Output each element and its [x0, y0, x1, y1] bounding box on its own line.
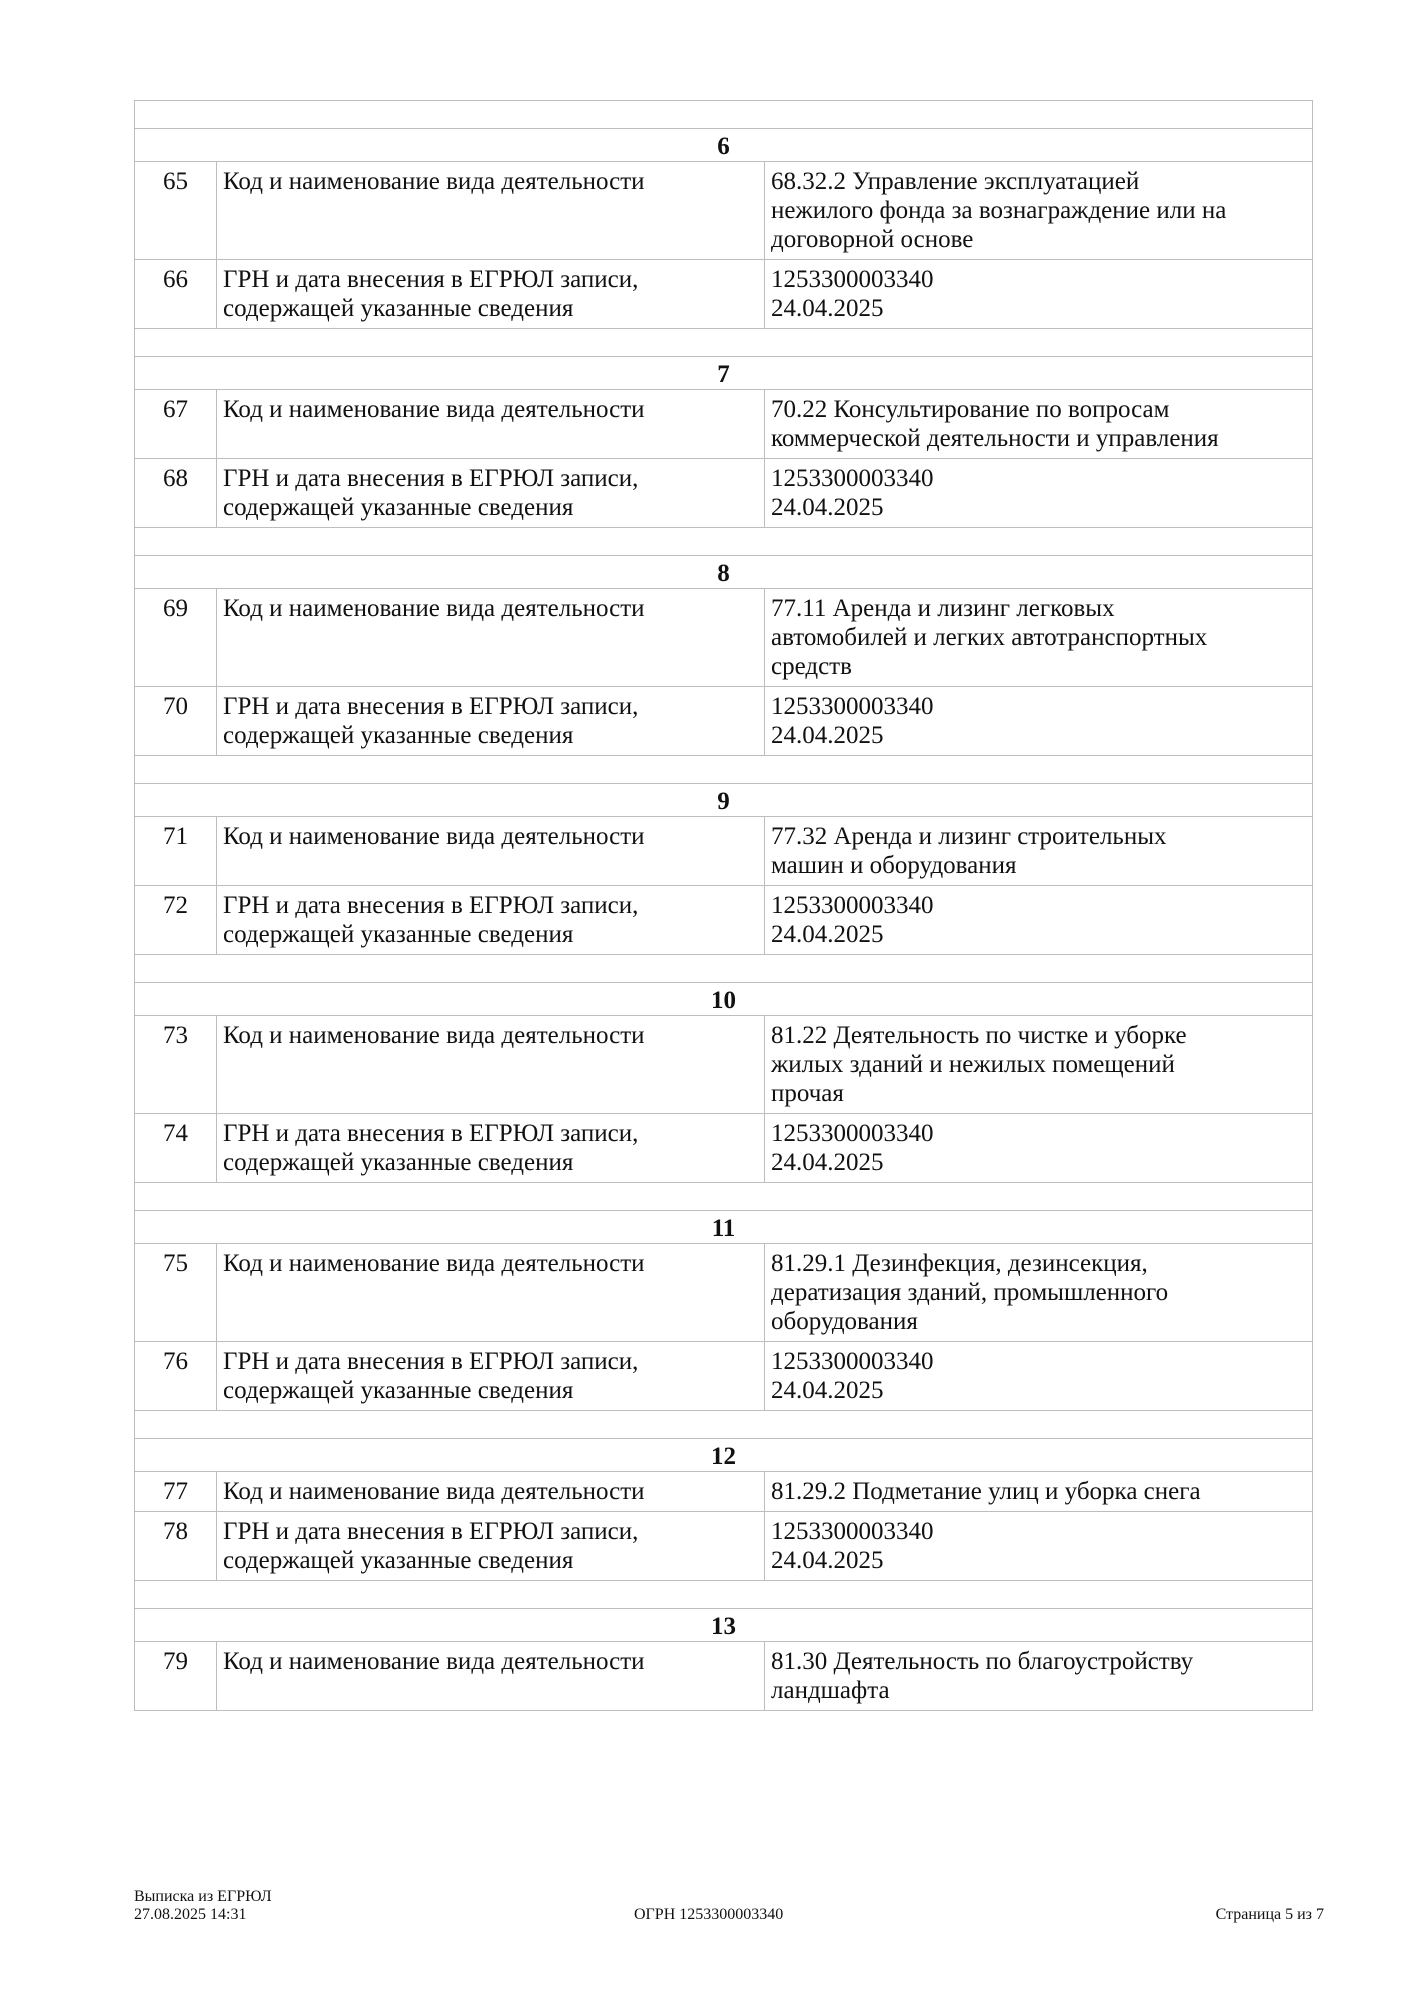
row-number: 72	[135, 886, 217, 955]
row-label	[217, 1114, 765, 1183]
table-row	[135, 162, 1313, 260]
section-spacer-row	[135, 1581, 1313, 1609]
table-row	[135, 1642, 1313, 1711]
table-row	[135, 1244, 1313, 1342]
section-header-row	[135, 784, 1313, 817]
section-number: 9	[135, 784, 1313, 817]
row-label	[217, 886, 765, 955]
row-value	[765, 1342, 1313, 1411]
activity-table	[134, 100, 1313, 1711]
table-row	[135, 1342, 1313, 1411]
section-number: 12	[135, 1439, 1313, 1472]
row-label	[217, 390, 765, 459]
spacer-cell	[135, 756, 1313, 784]
row-value-line: 1253300003340	[771, 1518, 934, 1545]
row-value-line: 1253300003340	[771, 1120, 934, 1147]
table-row	[135, 260, 1313, 329]
row-number: 68	[135, 459, 217, 528]
row-value	[765, 260, 1313, 329]
row-value-line: 81.22 Деятельность по чистке и уборке	[771, 1022, 1187, 1049]
row-number: 78	[135, 1512, 217, 1581]
row-label-line: Код и наименование вида деятельности	[223, 1250, 645, 1277]
section-spacer-row	[135, 756, 1313, 784]
row-value	[765, 1512, 1313, 1581]
spacer-cell	[135, 955, 1313, 983]
row-label	[217, 1016, 765, 1114]
spacer-cell	[135, 528, 1313, 556]
row-label-line: Код и наименование вида деятельности	[223, 396, 645, 423]
row-number: 74	[135, 1114, 217, 1183]
row-value-line: 24.04.2025	[771, 295, 884, 322]
row-value	[765, 459, 1313, 528]
section-number: 8	[135, 556, 1313, 589]
row-value-line: 81.30 Деятельность по благоустройству	[771, 1648, 1194, 1675]
row-label-line: ГРН и дата внесения в ЕГРЮЛ записи,	[223, 892, 639, 919]
section-spacer-row	[135, 329, 1313, 357]
footer-doc-title: Выписка из ЕГРЮЛ	[134, 1888, 272, 1905]
spacer-cell	[135, 101, 1313, 129]
row-value-line: коммерческой деятельности и управления	[771, 425, 1219, 452]
row-value-line: 24.04.2025	[771, 1377, 884, 1404]
row-number: 67	[135, 390, 217, 459]
section-number: 13	[135, 1609, 1313, 1642]
table-row	[135, 1114, 1313, 1183]
row-label-line: ГРН и дата внесения в ЕГРЮЛ записи,	[223, 1348, 639, 1375]
spacer-cell	[135, 1411, 1313, 1439]
row-value-line: ландшафта	[771, 1677, 890, 1704]
footer-ogrn: ОГРН 1253300003340	[634, 1906, 784, 1923]
section-header-row	[135, 1211, 1313, 1244]
row-label-line: Код и наименование вида деятельности	[223, 168, 645, 195]
row-label	[217, 687, 765, 756]
row-label-line: ГРН и дата внесения в ЕГРЮЛ записи,	[223, 1120, 639, 1147]
table-row	[135, 817, 1313, 886]
section-header-row	[135, 129, 1313, 162]
section-spacer-row	[135, 1183, 1313, 1211]
row-label-line: ГРН и дата внесения в ЕГРЮЛ записи,	[223, 1518, 639, 1545]
section-spacer-row	[135, 955, 1313, 983]
row-label	[217, 1244, 765, 1342]
table-row	[135, 390, 1313, 459]
row-value-line: 1253300003340	[771, 693, 934, 720]
row-label-line: содержащей указанные сведения	[223, 1547, 574, 1574]
row-label-line: Код и наименование вида деятельности	[223, 1478, 645, 1505]
row-value	[765, 1244, 1313, 1342]
row-label	[217, 817, 765, 886]
row-label-line: ГРН и дата внесения в ЕГРЮЛ записи,	[223, 465, 639, 492]
row-number: 76	[135, 1342, 217, 1411]
row-value	[765, 687, 1313, 756]
row-value-line: 1253300003340	[771, 266, 934, 293]
row-number: 71	[135, 817, 217, 886]
row-label-line: ГРН и дата внесения в ЕГРЮЛ записи,	[223, 266, 639, 293]
activity-table-body	[135, 101, 1313, 1711]
row-number: 79	[135, 1642, 217, 1711]
row-value	[765, 1114, 1313, 1183]
row-value-line: 1253300003340	[771, 1348, 934, 1375]
row-value	[765, 886, 1313, 955]
row-label	[217, 459, 765, 528]
row-value-line: 77.32 Аренда и лизинг строительных	[771, 823, 1167, 850]
row-label	[217, 1512, 765, 1581]
spacer-cell	[135, 1581, 1313, 1609]
section-header-row	[135, 983, 1313, 1016]
section-header-row	[135, 556, 1313, 589]
row-value	[765, 1642, 1313, 1711]
row-value-line: автомобилей и легких автотранспортных	[771, 624, 1208, 651]
row-label-line: Код и наименование вида деятельности	[223, 823, 645, 850]
section-spacer-row	[135, 1411, 1313, 1439]
row-value-line: 24.04.2025	[771, 494, 884, 521]
row-value-line: дератизация зданий, промышленного	[771, 1279, 1169, 1306]
table-row	[135, 886, 1313, 955]
footer-left	[134, 1888, 272, 1924]
footer-datetime: 27.08.2025 14:31	[134, 1906, 247, 1923]
section-number: 11	[135, 1211, 1313, 1244]
row-number: 73	[135, 1016, 217, 1114]
row-value	[765, 1016, 1313, 1114]
row-label-line: содержащей указанные сведения	[223, 1149, 574, 1176]
row-label	[217, 589, 765, 687]
row-label-line: содержащей указанные сведения	[223, 494, 574, 521]
section-number: 10	[135, 983, 1313, 1016]
row-label-line: содержащей указанные сведения	[223, 1377, 574, 1404]
row-label-line: содержащей указанные сведения	[223, 921, 574, 948]
row-value-line: 70.22 Консультирование по вопросам	[771, 396, 1170, 423]
row-label-line: Код и наименование вида деятельности	[223, 1022, 645, 1049]
row-number: 77	[135, 1472, 217, 1512]
row-value-line: 24.04.2025	[771, 1547, 884, 1574]
row-value-line: 81.29.1 Дезинфекция, дезинсекция,	[771, 1250, 1148, 1277]
row-label-line: ГРН и дата внесения в ЕГРЮЛ записи,	[223, 693, 639, 720]
row-label	[217, 162, 765, 260]
table-row	[135, 1512, 1313, 1581]
row-number: 65	[135, 162, 217, 260]
row-number: 70	[135, 687, 217, 756]
section-header-row	[135, 1609, 1313, 1642]
row-value-line: 1253300003340	[771, 892, 934, 919]
page-footer	[134, 1888, 1324, 1938]
row-value-line: 24.04.2025	[771, 722, 884, 749]
section-spacer-row	[135, 101, 1313, 129]
row-value-line: 81.29.2 Подметание улиц и уборка снега	[771, 1478, 1201, 1505]
row-value-line: 68.32.2 Управление эксплуатацией	[771, 168, 1140, 195]
row-value	[765, 390, 1313, 459]
table-row	[135, 1016, 1313, 1114]
row-label	[217, 1472, 765, 1512]
row-number: 69	[135, 589, 217, 687]
table-row	[135, 589, 1313, 687]
row-value	[765, 589, 1313, 687]
row-number: 75	[135, 1244, 217, 1342]
row-value	[765, 162, 1313, 260]
row-label	[217, 1342, 765, 1411]
row-label	[217, 260, 765, 329]
section-header-row	[135, 1439, 1313, 1472]
row-value-line: прочая	[771, 1080, 844, 1107]
row-value-line: оборудования	[771, 1308, 918, 1335]
section-number: 6	[135, 129, 1313, 162]
row-value	[765, 1472, 1313, 1512]
row-label	[217, 1642, 765, 1711]
row-value-line: 77.11 Аренда и лизинг легковых	[771, 595, 1115, 622]
row-value-line: 1253300003340	[771, 465, 934, 492]
row-value-line: машин и оборудования	[771, 852, 1017, 879]
row-value	[765, 817, 1313, 886]
table-row	[135, 1472, 1313, 1512]
row-value-line: жилых зданий и нежилых помещений	[771, 1051, 1175, 1078]
row-value-line: нежилого фонда за вознаграждение или на	[771, 197, 1227, 224]
spacer-cell	[135, 329, 1313, 357]
row-value-line: 24.04.2025	[771, 1149, 884, 1176]
row-label-line: содержащей указанные сведения	[223, 722, 574, 749]
spacer-cell	[135, 1183, 1313, 1211]
section-number: 7	[135, 357, 1313, 390]
row-label-line: содержащей указанные сведения	[223, 295, 574, 322]
row-value-line: договорной основе	[771, 226, 974, 253]
table-row	[135, 459, 1313, 528]
row-label-line: Код и наименование вида деятельности	[223, 1648, 645, 1675]
row-number: 66	[135, 260, 217, 329]
row-label-line: Код и наименование вида деятельности	[223, 595, 645, 622]
section-header-row	[135, 357, 1313, 390]
row-value-line: 24.04.2025	[771, 921, 884, 948]
section-spacer-row	[135, 528, 1313, 556]
row-value-line: средств	[771, 653, 852, 680]
footer-page-number: Страница 5 из 7	[1215, 1906, 1324, 1923]
table-row	[135, 687, 1313, 756]
